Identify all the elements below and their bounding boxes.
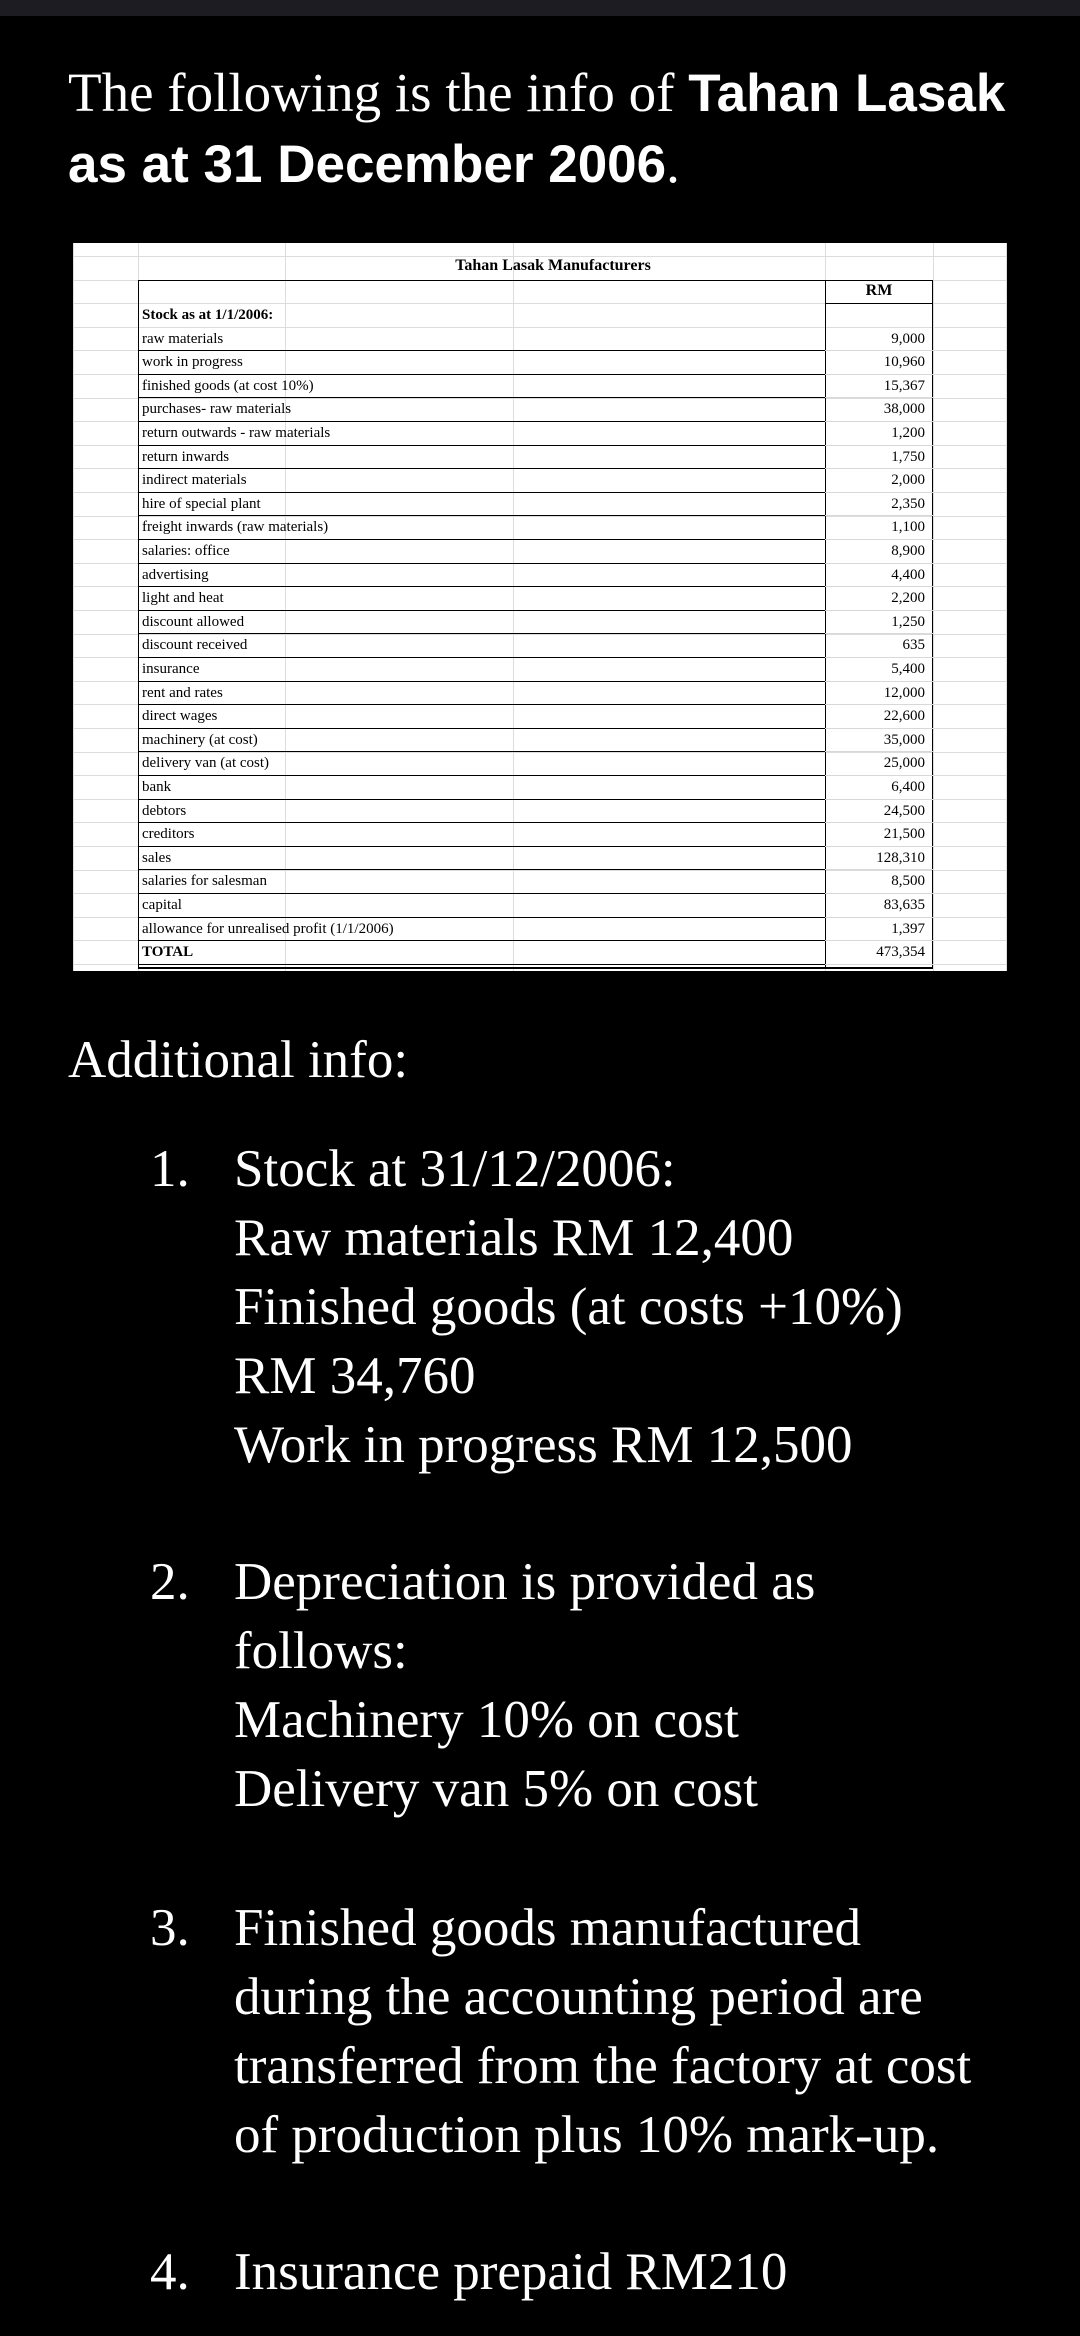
table-row <box>139 611 933 635</box>
sheet-title: Tahan Lasak Manufacturers <box>455 257 651 274</box>
row-amount: 8,500 <box>891 873 925 890</box>
table-row <box>139 823 933 847</box>
row-label: rent and rates <box>142 684 223 701</box>
item-body <box>234 1894 1034 2170</box>
item-line: during the accounting period are <box>234 1968 923 2026</box>
item-body <box>234 1135 1034 1480</box>
table-row <box>139 328 933 352</box>
top-status-bar <box>0 0 1080 16</box>
row-amount: 10,960 <box>883 354 925 371</box>
intro-date: as at 31 December 2006 <box>68 135 667 194</box>
row-amount: 9,000 <box>891 330 925 347</box>
row-amount: 1,750 <box>891 448 925 465</box>
row-amount: 6,400 <box>891 779 925 795</box>
row-label: creditors <box>142 826 195 843</box>
row-label: capital <box>142 897 182 913</box>
table-row <box>139 446 933 470</box>
table-row <box>139 398 933 422</box>
intro-text: The following is the info of <box>68 62 689 123</box>
table-row <box>139 894 933 918</box>
row-amount: 1,250 <box>891 613 925 630</box>
row-label: advertising <box>142 566 209 583</box>
additional-info-heading: Additional info: <box>68 1031 409 1089</box>
table-row <box>139 564 933 588</box>
table-row <box>139 870 933 894</box>
item-line: follows: <box>234 1622 408 1680</box>
row-label: salaries: office <box>142 543 230 559</box>
section-header-row <box>139 304 933 328</box>
grid-vertical-line <box>73 243 74 971</box>
total-row <box>139 941 933 965</box>
grid-vertical-line <box>933 243 934 971</box>
row-amount: 22,600 <box>883 708 925 725</box>
table-row <box>139 847 933 871</box>
item-line: Raw materials RM 12,400 <box>234 1209 794 1267</box>
item-number: 1. <box>150 1140 190 1198</box>
table-row <box>139 351 933 375</box>
table-row <box>139 752 933 776</box>
row-amount: 12,000 <box>883 684 925 701</box>
item-line: Depreciation is provided as <box>234 1553 816 1611</box>
table-top-border <box>138 280 933 281</box>
intro-company-name: Tahan Lasak <box>688 64 1006 123</box>
row-label: sales <box>142 849 172 866</box>
row-label: TOTAL <box>142 944 194 961</box>
table-row <box>139 776 933 800</box>
trial-balance-spreadsheet-image <box>73 243 1007 971</box>
row-label: salaries for salesman <box>142 873 267 890</box>
row-label: raw materials <box>142 330 224 347</box>
row-label: insurance <box>142 661 200 677</box>
table-row <box>139 493 933 517</box>
row-underline <box>139 964 825 965</box>
item-number: 4. <box>150 2243 190 2301</box>
item-line: Work in progress RM 12,500 <box>234 1416 853 1474</box>
row-label: return inwards <box>142 448 230 465</box>
row-amount: 25,000 <box>883 755 925 772</box>
table-row <box>139 469 933 493</box>
row-amount: 635 <box>902 637 925 654</box>
table-row <box>139 658 933 682</box>
row-amount: 5,400 <box>891 661 925 677</box>
table-row <box>139 375 933 399</box>
row-label: indirect materials <box>142 472 247 489</box>
item-body <box>234 2238 1034 2307</box>
row-label: hire of special plant <box>142 495 261 512</box>
row-label: allowance for unrealised profit (1/1/2006) <box>142 920 394 937</box>
row-amount: 1,100 <box>891 519 925 536</box>
row-amount: 1,200 <box>891 425 925 441</box>
row-label: freight inwards (raw materials) <box>142 519 329 536</box>
item-body <box>234 1548 1034 1824</box>
row-amount: 83,635 <box>883 897 925 913</box>
row-label: bank <box>142 779 172 795</box>
row-label: discount received <box>142 637 248 654</box>
table-row <box>139 729 933 753</box>
item-line: Finished goods (at costs +10%) <box>234 1278 903 1336</box>
row-label: debtors <box>142 802 187 819</box>
table-row <box>139 634 933 658</box>
intro-paragraph <box>68 58 1028 200</box>
intro-period: . <box>666 133 680 194</box>
row-label: purchases- raw materials <box>142 401 292 418</box>
table-row <box>139 540 933 564</box>
row-label: return outwards - raw materials <box>142 425 331 441</box>
row-amount: 2,350 <box>891 495 925 512</box>
row-amount: 2,200 <box>891 590 925 607</box>
row-label: finished goods (at cost 10%) <box>142 377 314 394</box>
item-number: 3. <box>150 1899 190 1957</box>
table-bottom-border <box>138 967 933 969</box>
item-line: Machinery 10% on cost <box>234 1691 739 1749</box>
table-row <box>139 587 933 611</box>
row-label: direct wages <box>142 708 218 725</box>
grid-vertical-line <box>1006 243 1007 971</box>
row-amount: 1,397 <box>891 920 925 937</box>
item-line: transferred from the factory at cost <box>234 2037 972 2095</box>
row-amount: 8,900 <box>891 543 925 559</box>
table-row <box>139 800 933 824</box>
row-amount: 21,500 <box>883 826 925 843</box>
row-amount: 473,354 <box>876 944 925 961</box>
row-amount: 24,500 <box>883 802 925 819</box>
item-number: 2. <box>150 1553 190 1611</box>
row-label: machinery (at cost) <box>142 731 258 748</box>
item-line: RM 34,760 <box>234 1347 476 1405</box>
row-amount-underline <box>825 964 933 965</box>
row-label: work in progress <box>142 354 243 371</box>
table-row <box>139 422 933 446</box>
section-header-label: Stock as at 1/1/2006: <box>142 307 274 323</box>
row-amount: 15,367 <box>883 377 925 394</box>
table-row <box>139 682 933 706</box>
row-amount: 128,310 <box>876 849 925 866</box>
item-line: Stock at 31/12/2006: <box>234 1140 676 1198</box>
row-label: light and heat <box>142 590 224 607</box>
table-row <box>139 705 933 729</box>
row-amount: 38,000 <box>883 401 925 418</box>
row-amount: 35,000 <box>883 731 925 748</box>
rm-column-header: RM <box>865 282 893 299</box>
item-line: Insurance prepaid RM210 <box>234 2243 788 2301</box>
item-line: Delivery van 5% on cost <box>234 1760 758 1818</box>
item-line: of production plus 10% mark-up. <box>234 2106 940 2164</box>
row-label: discount allowed <box>142 613 245 630</box>
row-amount: 4,400 <box>891 566 925 583</box>
table-row <box>139 918 933 942</box>
row-amount: 2,000 <box>891 472 925 489</box>
row-label: delivery van (at cost) <box>142 755 270 772</box>
item-line: Finished goods manufactured <box>234 1899 862 1957</box>
table-row <box>139 516 933 540</box>
